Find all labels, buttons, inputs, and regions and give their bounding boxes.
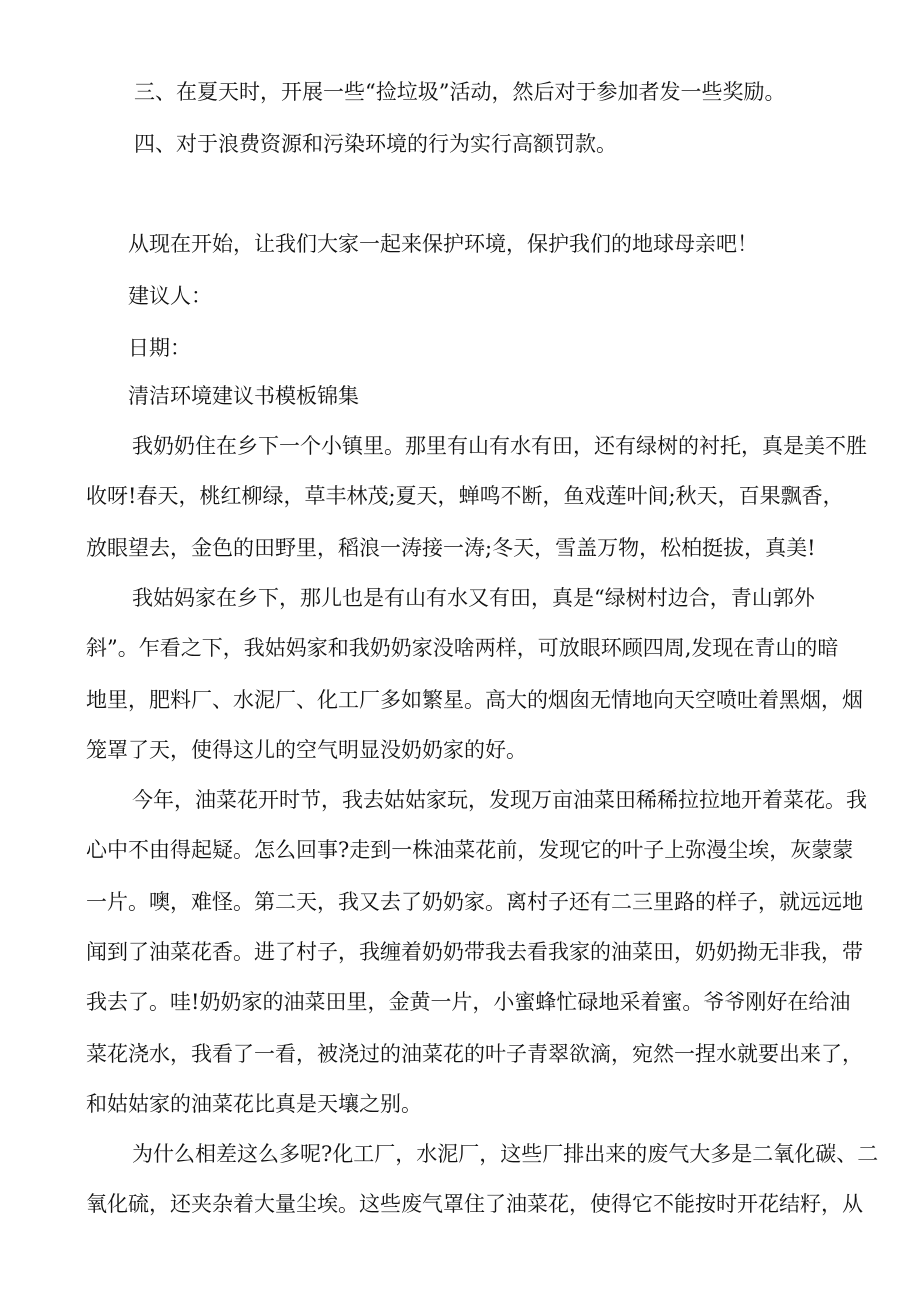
paragraph-3-line-3: 一片。噢，难怪。第二天，我又去了奶奶家。离村子还有二三里路的样子，就远远地 bbox=[86, 890, 863, 914]
paragraph-2-line-4: 笼罩了天，使得这儿的空气明显没奶奶家的好。 bbox=[86, 738, 527, 762]
paragraph-3-line-4: 闻到了油菜花香。进了村子，我缠着奶奶带我去看我家的油菜田，奶奶拗无非我，带 bbox=[86, 940, 863, 964]
paragraph-1-line-3: 放眼望去，金色的田野里，稻浪一涛接一涛;冬天，雪盖万物，松柏挺拔，真美! bbox=[86, 536, 816, 560]
paragraph-1-line-1: 我奶奶住在乡下一个小镇里。那里有山有水有田，还有绿树的衬托，真是美不胜 bbox=[132, 434, 867, 458]
paragraph-3-line-7: 和姑姑家的油菜花比真是天壤之别。 bbox=[86, 1092, 422, 1116]
paragraph-2-line-1: 我姑妈家在乡下，那儿也是有山有水又有田，真是“绿树村边合，青山郭外 bbox=[132, 586, 815, 610]
date-label: 日期： bbox=[128, 336, 191, 360]
proposer-label: 建议人： bbox=[128, 284, 212, 308]
paragraph-2-line-2: 斜”。乍看之下，我姑妈家和我奶奶家没啥两样，可放眼环顾四周,发现在青山的暗 bbox=[86, 636, 839, 660]
suggestion-four: 四、对于浪费资源和污染环境的行为实行高额罚款。 bbox=[134, 132, 617, 156]
paragraph-4-line-1: 为什么相差这么多呢?化工厂，水泥厂，这些厂排出来的废气大多是二氧化碳、二 bbox=[132, 1142, 879, 1166]
paragraph-3-line-2: 心中不由得起疑。怎么回事?走到一株油菜花前，发现它的叶子上弥漫尘埃，灰蒙蒙 bbox=[86, 838, 854, 862]
suggestion-three: 三、在夏天时，开展一些“捡垃圾”活动，然后对于参加者发一些奖励。 bbox=[134, 80, 786, 104]
paragraph-3-line-1: 今年，油菜花开时节，我去姑姑家玩，发现万亩油菜田稀稀拉拉地开着菜花。我 bbox=[132, 788, 867, 812]
paragraph-3-line-6: 菜花浇水，我看了一看，被浇过的油菜花的叶子青翠欲滴，宛然一捏水就要出来了， bbox=[86, 1042, 863, 1066]
paragraph-3-line-5: 我去了。哇!奶奶家的油菜田里，金黄一片，小蜜蜂忙碌地采着蜜。爷爷刚好在给油 bbox=[86, 990, 851, 1014]
section-heading: 清洁环境建议书模板锦集 bbox=[128, 384, 359, 408]
paragraph-1-line-2: 收呀!春天，桃红柳绿，草丰林茂;夏天，蝉鸣不断，鱼戏莲叶间;秋天，百果飘香， bbox=[86, 484, 844, 508]
closing-call: 从现在开始，让我们大家一起来保护环境，保护我们的地球母亲吧！ bbox=[128, 232, 758, 256]
paragraph-2-line-3: 地里，肥料厂、水泥厂、化工厂多如繁星。高大的烟囱无情地向天空喷吐着黑烟，烟 bbox=[86, 688, 863, 712]
paragraph-4-line-2: 氧化硫，还夹杂着大量尘埃。这些废气罩住了油菜花，使得它不能按时开花结籽，从 bbox=[86, 1192, 863, 1216]
